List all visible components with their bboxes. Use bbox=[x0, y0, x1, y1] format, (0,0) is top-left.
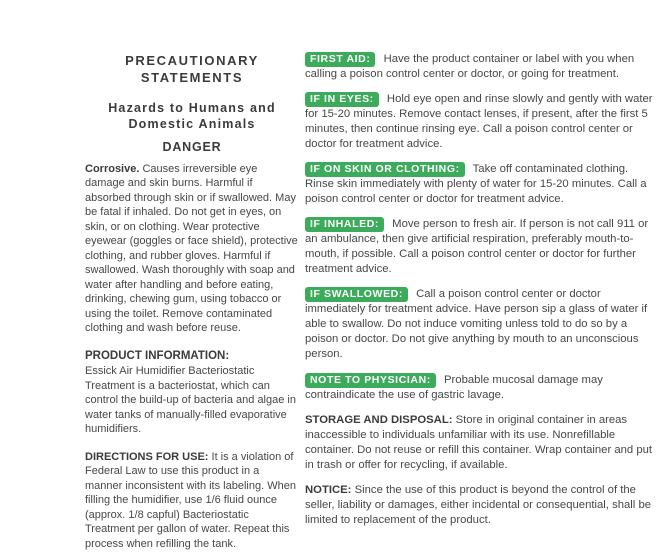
corrosive-lead: Corrosive. bbox=[85, 162, 140, 175]
if-on-skin-body: Take off contaminated clothing. Rinse skin immediately with plenty of water for 15-20 minutes. Call a poison control center or doctor for treatment advice. bbox=[305, 163, 647, 205]
directions-body: It is a violation of Federal Law to use this product in a manner inconsistent with its labeling. When filling the humidifier, use 1/6 fluid ounce (approx. 1/8 capful) Bacteriostatic Treatment per gallon of water. Repeat this process when refilling the tank. bbox=[85, 450, 296, 550]
if-inhaled-badge: IF INHALED: bbox=[305, 217, 384, 232]
subtitle-line-2: Domestic Animals bbox=[128, 117, 256, 131]
storage-disposal-lead: STORAGE AND DISPOSAL: bbox=[305, 414, 453, 426]
directions-paragraph bbox=[85, 450, 299, 552]
directions-lead: DIRECTIONS FOR USE: bbox=[85, 450, 209, 463]
product-information-heading: PRODUCT INFORMATION: bbox=[85, 349, 230, 362]
if-inhaled-body: Move person to fresh air. If person is not call 911 or an ambulance, then give artificial respiration, preferably mouth-to-mouth, if possible. Call a poison control center or doctor for further treatment advice. bbox=[305, 218, 649, 275]
storage-disposal-paragraph bbox=[305, 413, 653, 473]
corrosive-paragraph bbox=[85, 162, 299, 336]
notice-body: Since the use of this product is beyond the control of the seller, liability or damages, either incidental or consequential, shall be limited to replacement of the product. bbox=[305, 484, 652, 526]
first-aid-section bbox=[305, 52, 653, 82]
product-information-body: Essick Air Humidifier Bacteriostatic Treatment is a bacteriostat, which can control the build-up of bacteria and algae in water tanks of manually-filled evaporative humidifiers. bbox=[85, 365, 296, 435]
notice-lead: NOTICE: bbox=[305, 484, 352, 496]
if-swallowed-badge: IF SWALLOWED: bbox=[305, 287, 408, 302]
if-swallowed-section bbox=[305, 287, 653, 362]
note-to-physician-badge: NOTE TO PHYSICIAN: bbox=[305, 373, 436, 388]
first-aid-body: Have the product container or label with you when calling a poison control center or doctor, or going for treatment. bbox=[305, 53, 635, 80]
title-line-2: STATEMENTS bbox=[140, 70, 244, 85]
hazards-subtitle bbox=[85, 100, 299, 132]
if-on-skin-badge: IF ON SKIN OR CLOTHING: bbox=[305, 162, 465, 177]
if-in-eyes-section bbox=[305, 92, 653, 152]
right-column bbox=[305, 52, 653, 557]
if-swallowed-body: Call a poison control center or doctor immediately for treatment advice. Have person sip a glass of water if able to swallow. Do not induce vomiting unless told to do so by a poison or doctor. Do not give anything by mouth to an unconscious person. bbox=[305, 288, 648, 360]
if-on-skin-section bbox=[305, 162, 653, 207]
if-inhaled-section bbox=[305, 217, 653, 277]
precautionary-statements-title bbox=[85, 52, 299, 86]
left-column bbox=[85, 52, 299, 557]
notice-paragraph bbox=[305, 483, 653, 528]
first-aid-badge: FIRST AID: bbox=[305, 52, 375, 67]
subtitle-line-1: Hazards to Humans and bbox=[108, 101, 276, 115]
danger-heading: DANGER bbox=[162, 140, 222, 154]
storage-disposal-body: Store in original container in areas inaccessible to individuals unfamiliar with its use. Nonrefillable container. Do not reuse or refill this container. Wrap container and put in trash or offer for recycling, if available. bbox=[305, 414, 653, 471]
label-columns bbox=[85, 0, 656, 557]
note-to-physician-body: Probable mucosal damage may contraindicate the use of gastric lavage. bbox=[305, 374, 603, 401]
if-in-eyes-badge: IF IN EYES: bbox=[305, 92, 379, 107]
note-to-physician-section bbox=[305, 373, 653, 403]
title-line-1: PRECAUTIONARY bbox=[125, 53, 259, 68]
if-in-eyes-body: Hold eye open and rinse slowly and gently with water for 15-20 minutes. Remove contact lenses, if present, after the first 5 minutes, then continue rinsing eye. Call a poison control center or doctor for treatment advice. bbox=[305, 93, 653, 150]
corrosive-body: Causes irreversible eye damage and skin burns. Harmful if absorbed through skin or if swallowed. May be fatal if inhaled. Do not get in eyes, on skin, or on clothing. Wear protective eyewear (goggles or face shield), protective clothing, and rubber gloves. Harmful if swallowed. Wash thoroughly with soap and water after handling and before eating, drinking, chewing gum, using tobacco or using the toilet. Remove contaminated clothing and wash before reuse. bbox=[85, 162, 298, 334]
